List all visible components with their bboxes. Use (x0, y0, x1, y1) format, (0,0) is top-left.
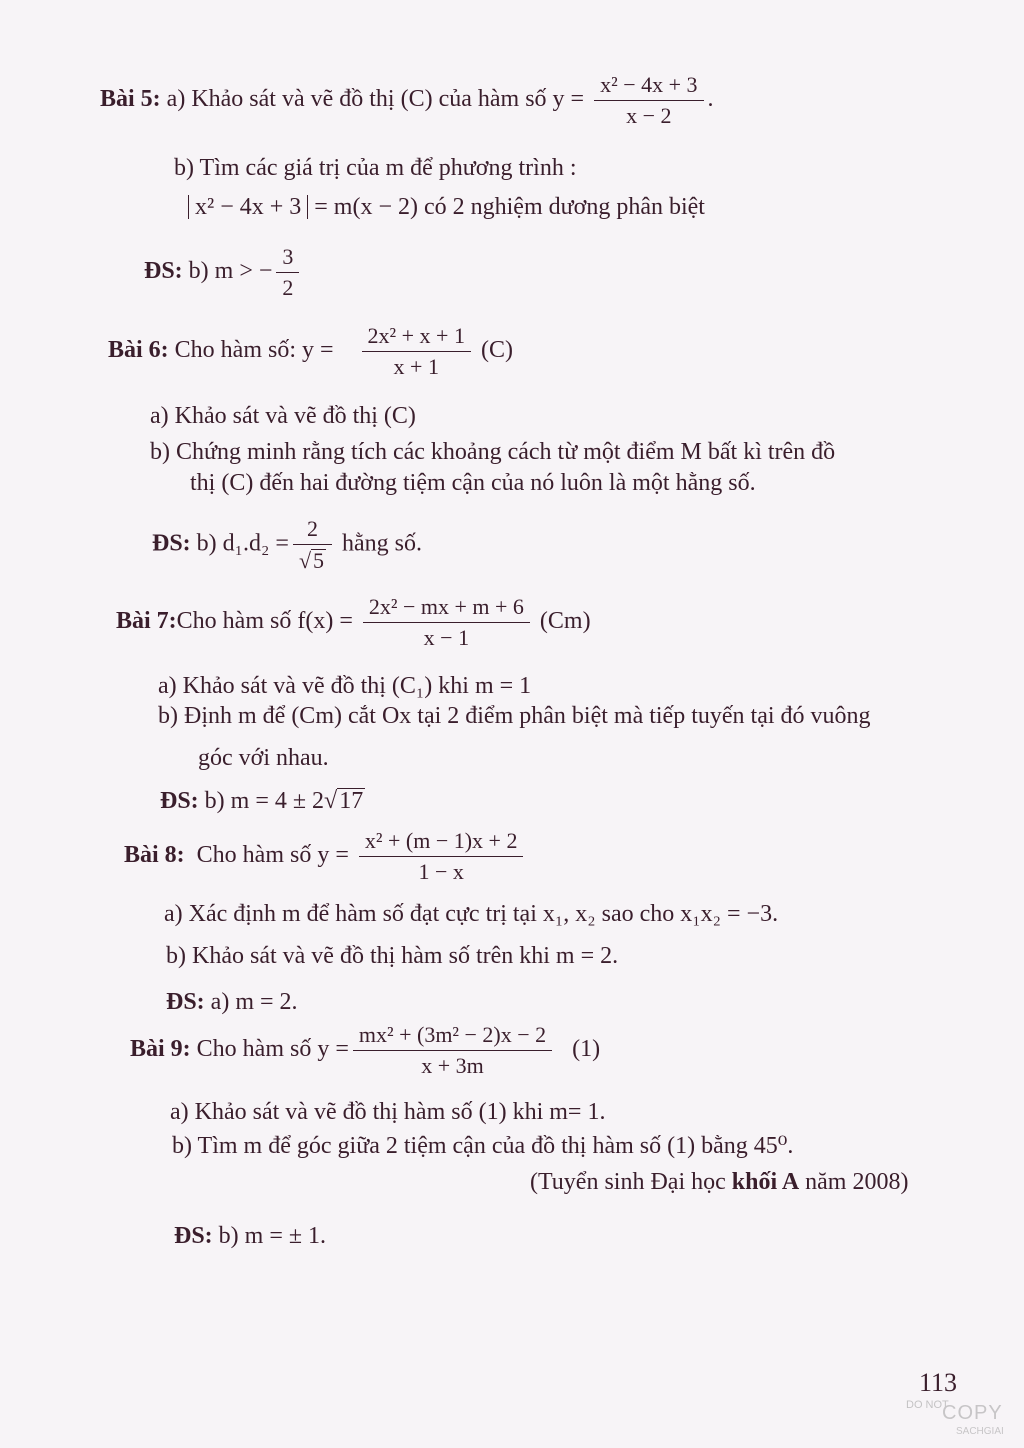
bai8-line-b (166, 944, 618, 968)
bai9-source-pre: (Tuyển sinh Đại học (530, 1169, 732, 1195)
bai6-line-b1 (150, 440, 835, 464)
bai6-line-b2 (190, 471, 756, 495)
bai9-ds-label: ĐS: (174, 1223, 213, 1249)
bai9-line-a (170, 1100, 605, 1124)
bai6-curve: (C) (480, 337, 513, 364)
bai9-b-text: b) Tìm m để góc giữa 2 tiệm cận của đồ thị hàm số (1) bằng 45⁰. (172, 1133, 794, 1159)
bai8-a-text: a) Xác định m để hàm số đạt cực trị tại x₁, x₂ sao cho x₁x₂ = −3. (164, 901, 779, 927)
bai9-source-bold: khối A (731, 1169, 800, 1195)
bai5-dot: . (707, 86, 714, 113)
bai7-line-b1 (158, 704, 871, 728)
bai5-line-b2 (188, 195, 705, 219)
bai9-a-text: a) Khảo sát và vẽ đồ thị hàm số (1) khi m= 1. (170, 1099, 606, 1125)
bai5-b-rest: = m(x − 2) có 2 nghiệm dương phân biệt (314, 194, 705, 220)
bai7-ds-label: ĐS: (160, 788, 199, 814)
bai9-line-b (172, 1134, 793, 1158)
bai8-ds-label: ĐS: (166, 989, 205, 1015)
watermark-main-text: COPY (942, 1402, 1003, 1424)
bai9-eq-number: (1) (572, 1036, 601, 1063)
bai9-fraction-numerator: mx² + (3m² − 2)x − 2 (353, 1024, 552, 1051)
bai7-a-text: a) Khảo sát và vẽ đồ thị (C₁) khi m = 1 (158, 673, 532, 699)
bai6-b-text-2: thị (C) đến hai đường tiệm cận của nó luôn là một hằng số. (190, 470, 756, 496)
bai5-fraction-numerator: x² − 4x + 3 (594, 74, 703, 101)
bai6-ds-denominator (293, 545, 332, 572)
bai7-b-text-2: góc với nhau. (198, 745, 329, 771)
bai6-fraction-numerator: 2x² + x + 1 (362, 325, 471, 352)
bai9-source (530, 1170, 908, 1194)
bai6-a-text: a) Khảo sát và vẽ đồ thị (C) (150, 403, 416, 429)
bai9-line-intro (130, 1024, 600, 1077)
bai9-intro: Cho hàm số y = (196, 1036, 349, 1063)
bai6-ds-fraction (293, 518, 332, 572)
bai9-source-post: năm 2008) (799, 1169, 909, 1195)
bai5-b-text: b) Tìm các giá trị của m để phương trình : (174, 155, 577, 181)
page-number: 113 (919, 1368, 958, 1397)
bai5-ds-fraction (276, 246, 299, 299)
bai7-sqrt-radicand: 17 (339, 788, 364, 814)
bai7-ds-text: b) m = 4 ± 2 (204, 788, 325, 814)
bai9-label: Bài 9: (130, 1036, 191, 1063)
bai7-b-text-1: b) Định m để (Cm) cắt Ox tại 2 điểm phân biệt mà tiếp tuyến tại đó vuông (158, 703, 871, 729)
bai7-fraction-denominator: x − 1 (423, 625, 470, 650)
bai6-sqrt-radicand: 5 (313, 548, 325, 573)
bai7-line-a (158, 674, 531, 698)
bai5-abs-expression: x² − 4x + 3 (188, 195, 308, 219)
bai9-answer (174, 1224, 326, 1248)
bai8-fraction (359, 830, 524, 883)
bai9-fraction-denominator: x + 3m (421, 1053, 484, 1078)
bai9-ds-text: b) m = ± 1. (218, 1223, 327, 1249)
bai7-answer (160, 788, 365, 813)
bai5-fraction-denominator: x − 2 (626, 103, 672, 128)
bai6-ds-text: b) d₁.d₂ = (196, 530, 289, 557)
bai5-ds-label: ĐS: (144, 258, 183, 285)
bai7-sqrt: √17 (324, 788, 364, 814)
bai6-ds-tail: hằng số. (342, 530, 423, 557)
bai8-answer (166, 990, 298, 1014)
bai7-line-intro (116, 596, 591, 649)
bai6-intro: Cho hàm số: y = (174, 337, 334, 364)
bai8-b-text: b) Khảo sát và vẽ đồ thị hàm số trên khi m = 2. (166, 943, 619, 969)
bai8-line-intro (124, 830, 527, 883)
bai6-line-intro (108, 325, 513, 378)
bai5-answer (144, 246, 303, 299)
bai5-line-a (100, 74, 714, 127)
bai5-ds-denominator: 2 (282, 275, 294, 300)
bai6-answer (152, 518, 422, 572)
bai8-label: Bài 8: (124, 842, 185, 869)
bai6-b-text-1: b) Chứng minh rằng tích các khoảng cách từ một điểm M bất kì trên đồ (150, 439, 836, 465)
bai6-ds-label: ĐS: (152, 530, 191, 557)
bai5-label: Bài 5: (100, 86, 161, 113)
bai6-ds-numerator: 2 (293, 518, 332, 545)
bai6-label: Bài 6: (108, 337, 169, 364)
bai7-label: Bài 7: (116, 608, 177, 635)
bai8-intro: Cho hàm số y = (196, 842, 349, 869)
bai9-fraction (353, 1024, 552, 1077)
watermark-small-text: DO NOT (906, 1399, 949, 1411)
bai7-intro: Cho hàm số f(x) = (176, 608, 353, 635)
bai5-ds-text: b) m > − (188, 258, 273, 285)
bai5-a-intro: a) Khảo sát và vẽ đồ thị (C) của hàm số y = (166, 86, 585, 113)
bai6-line-a (150, 404, 416, 428)
bai7-line-b2 (198, 746, 329, 770)
bai5-line-b1 (174, 156, 576, 180)
bai7-fraction (363, 596, 530, 649)
bai7-curve: (Cm) (539, 608, 591, 635)
bai5-ds-numerator: 3 (276, 246, 299, 273)
bai8-line-a (164, 902, 778, 926)
bai7-fraction-numerator: 2x² − mx + m + 6 (363, 596, 530, 623)
bai6-fraction-denominator: x + 1 (393, 354, 439, 379)
bai6-fraction (362, 325, 471, 378)
bai8-fraction-numerator: x² + (m − 1)x + 2 (359, 830, 524, 857)
watermark-logo (906, 1400, 1014, 1440)
bai6-sqrt: √5 (298, 548, 325, 573)
bai8-fraction-denominator: 1 − x (418, 859, 464, 884)
watermark-sub-text: SACHGIAI (956, 1426, 1004, 1437)
bai5-fraction (594, 74, 703, 127)
bai8-ds-text: a) m = 2. (210, 989, 298, 1015)
